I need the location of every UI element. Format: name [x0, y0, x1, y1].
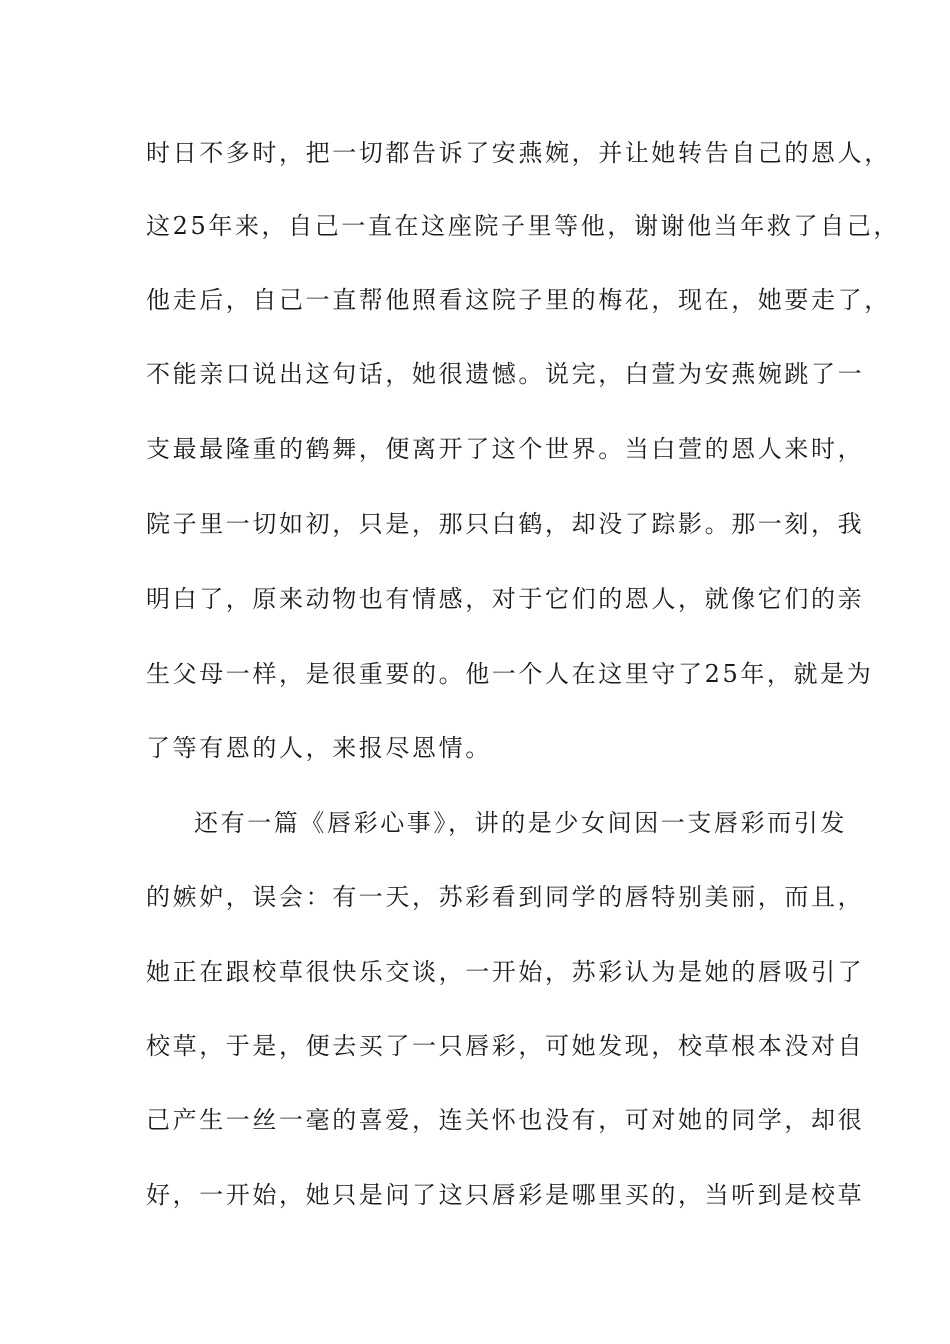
text-line: 支最最隆重的鹤舞，便离开了这个世界。当白萱的恩人来时， [146, 435, 865, 463]
text-line: 时日不多时，把一切都告诉了安燕婉，并让她转告自己的恩人， [146, 139, 891, 167]
text-line: 院子里一切如初，只是，那只白鹤，却没了踪影。那一刻，我 [146, 510, 865, 538]
text-line: 校草，于是，便去买了一只唇彩，可她发现，校草根本没对自 [146, 1032, 865, 1060]
text-line: 了等有恩的人，来报尽恩情。 [146, 734, 492, 762]
text-line: 她正在跟校草很快乐交谈，一开始，苏彩认为是她的唇吸引了 [146, 958, 865, 986]
text-line: 他走后，自己一直帮他照看这院子里的梅花，现在，她要走了， [146, 286, 891, 314]
text-line: 己产生一丝一毫的喜爱，连关怀也没有，可对她的同学，却很 [146, 1106, 865, 1134]
text-line: 这25年来，自己一直在这座院子里等他，谢谢他当年救了自己， [146, 212, 900, 240]
text-line: 不能亲口说出这句话，她很遗憾。说完，白萱为安燕婉跳了一 [146, 360, 865, 388]
text-line: 好，一开始，她只是问了这只唇彩是哪里买的，当听到是校草 [146, 1181, 865, 1209]
paragraph-first-line: 还有一篇《唇彩心事》，讲的是少女间因一支唇彩而引发 [194, 809, 847, 837]
text-line: 生父母一样，是很重要的。他一个人在这里守了25年，就是为 [146, 660, 874, 688]
text-line: 明白了，原来动物也有情感，对于它们的恩人，就像它们的亲 [146, 585, 865, 613]
text-line: 的嫉妒，误会：有一天，苏彩看到同学的唇特别美丽，而且， [146, 883, 865, 911]
